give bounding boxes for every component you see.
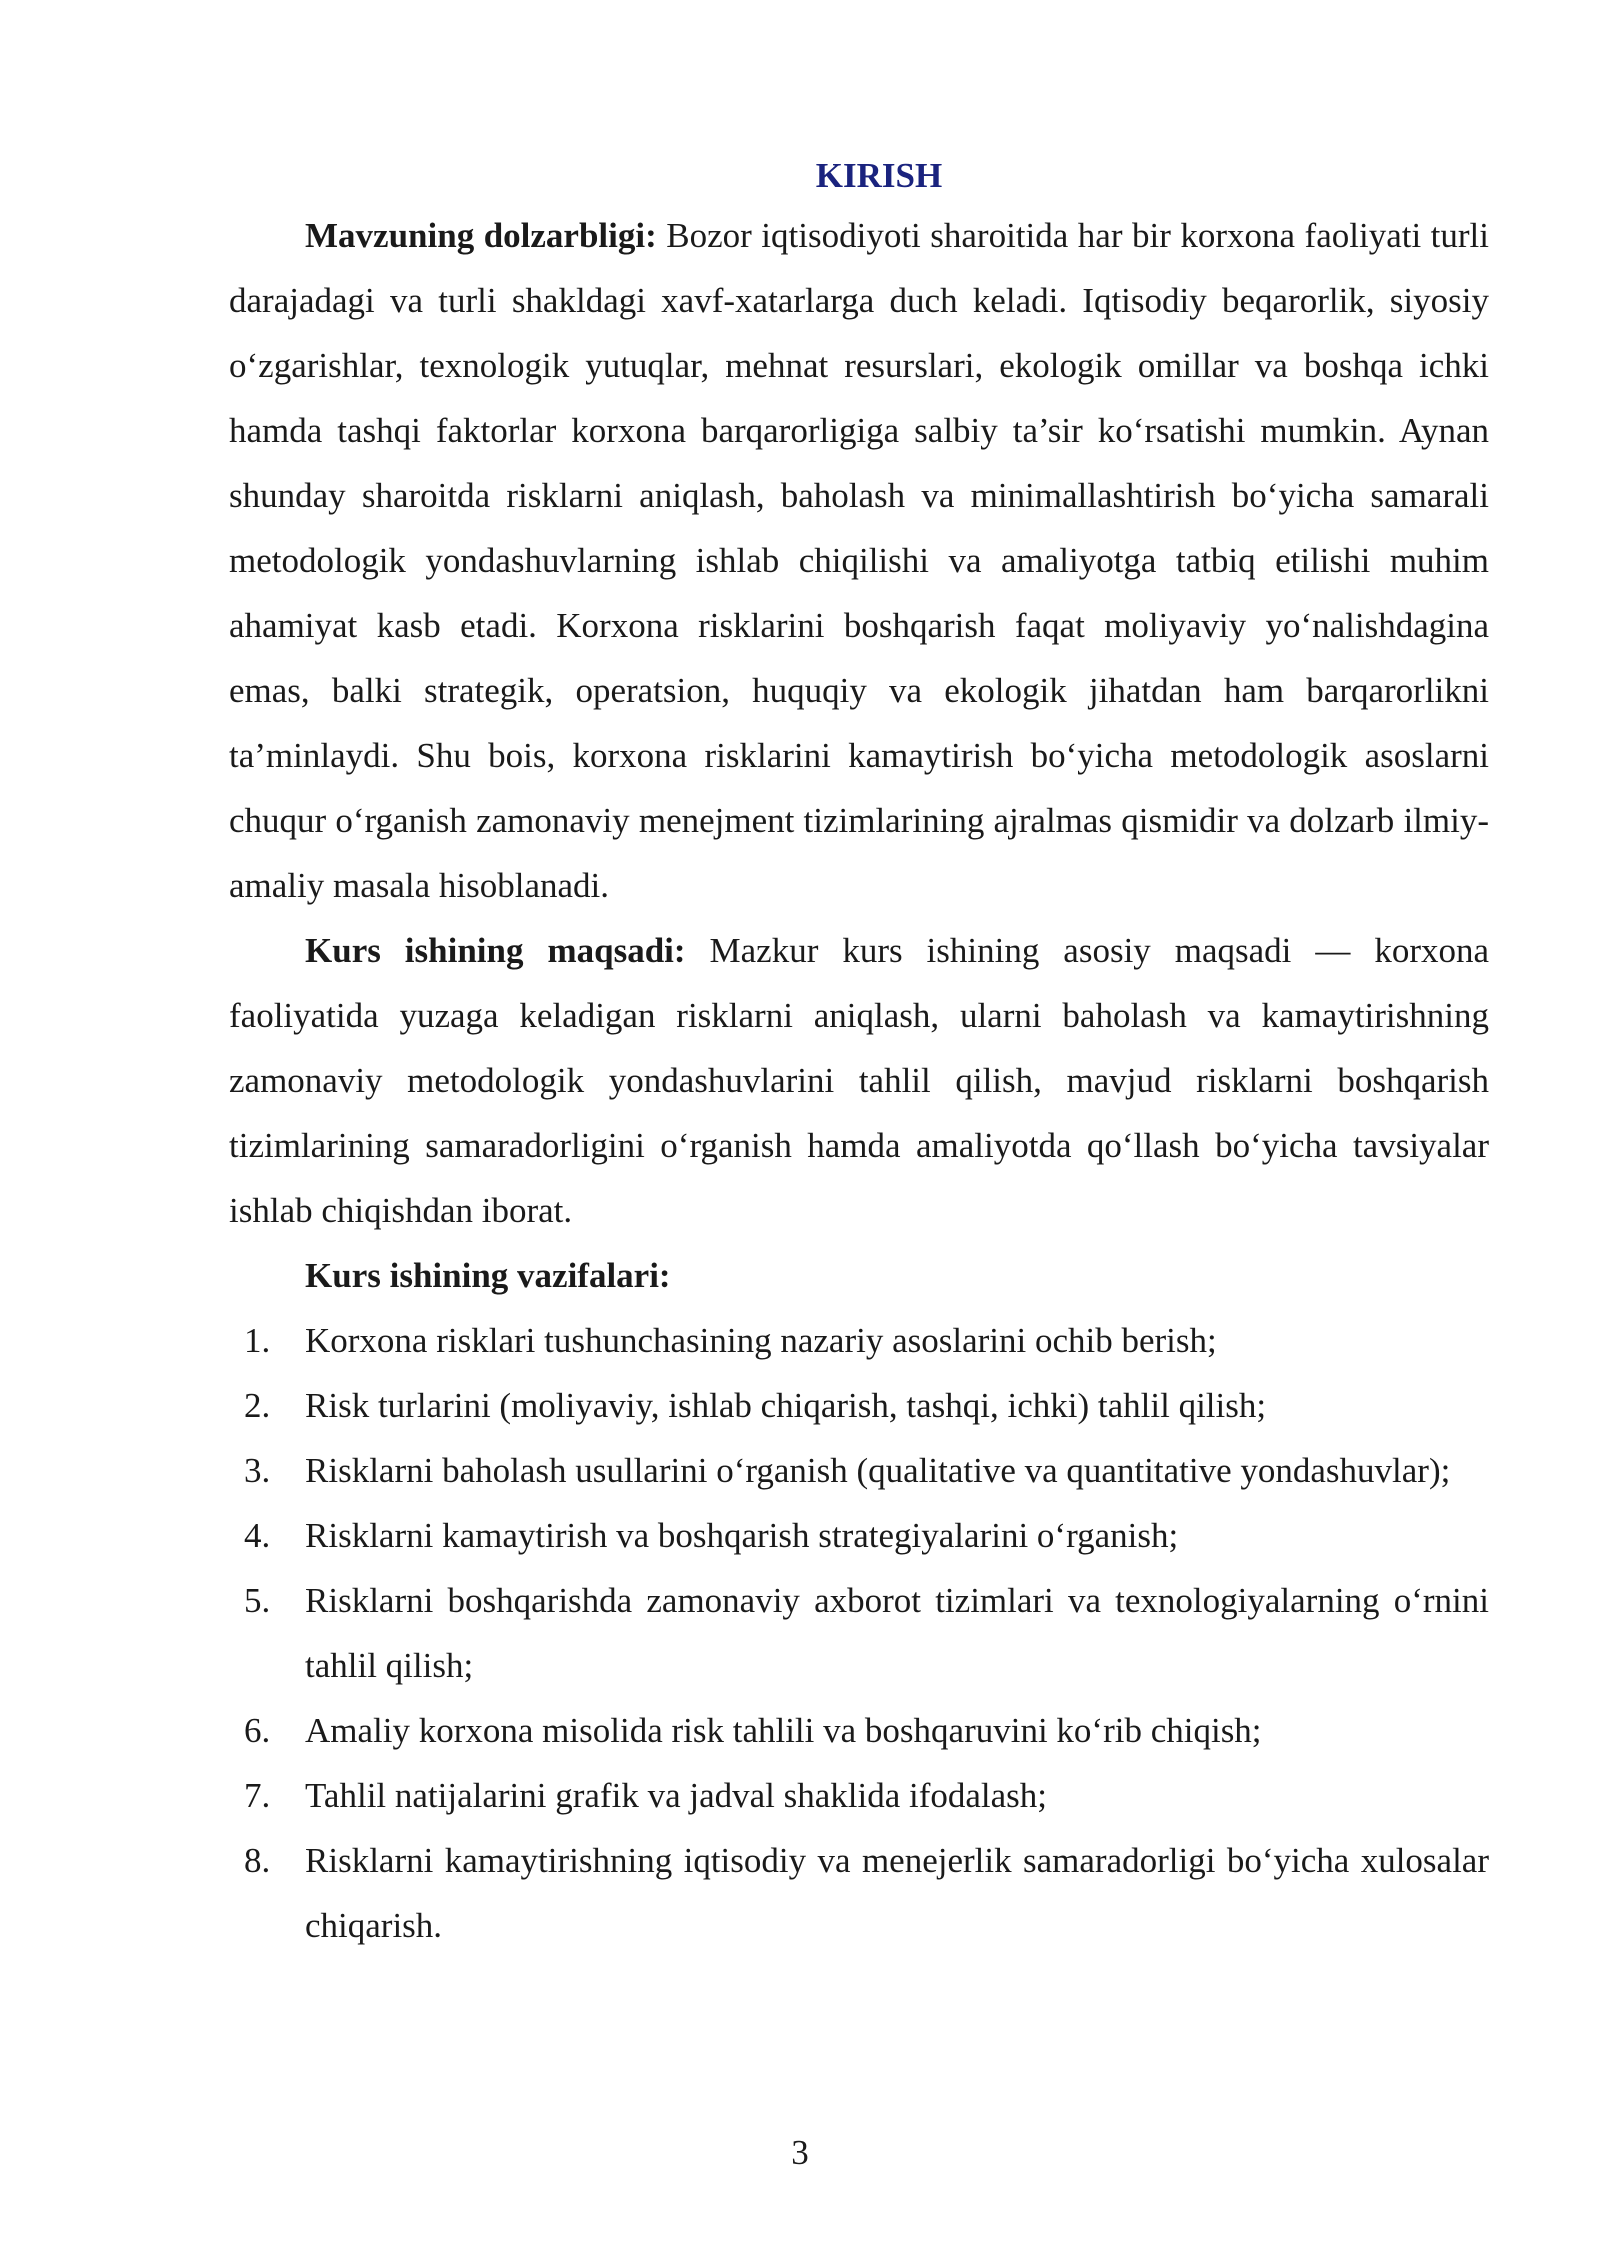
list-item	[229, 1438, 1489, 1503]
list-item-number: 3.	[244, 1451, 271, 1490]
relevance-paragraph	[229, 203, 1489, 918]
list-item-text: Tahlil natijalarini grafik va jadval shaklida ifodalash;	[305, 1776, 1048, 1815]
list-item-number: 5.	[244, 1581, 271, 1620]
list-item	[229, 1763, 1489, 1828]
list-item-text: Risklarni baholash usullarini o‘rganish (qualitative va quantitative yondashuvlar);	[305, 1451, 1451, 1490]
page-content	[229, 148, 1489, 1958]
list-item-number: 4.	[244, 1516, 271, 1555]
list-item-number: 6.	[244, 1711, 271, 1750]
list-item	[229, 1373, 1489, 1438]
list-item-number: 1.	[244, 1321, 271, 1360]
goal-label: Kurs ishining maqsadi:	[305, 931, 686, 970]
list-item-number: 7.	[244, 1776, 271, 1815]
list-item-text: Korxona risklari tushunchasining nazariy asoslarini ochib berish;	[305, 1321, 1217, 1360]
relevance-label: Mavzuning dolzarbligi:	[305, 216, 657, 255]
list-item-text: Amaliy korxona misolida risk tahlili va boshqaruvini ko‘rib chiqish;	[305, 1711, 1262, 1750]
list-item	[229, 1308, 1489, 1373]
list-item	[229, 1503, 1489, 1568]
list-item	[229, 1568, 1489, 1698]
goal-text: Mazkur kurs ishining asosiy maqsadi — korxona faoliyatida yuzaga keladigan risklarni aniqlash, ularni baholash va kamaytirishning zamonaviy metodologik yondashuvlarini tahlil qilish, mavjud risklarni boshqarish tizimlarining samaradorligini o‘rganish hamda amaliyotda qo‘llash bo‘yicha tavsiyalar ishlab chiqishdan iborat.	[229, 931, 1490, 1230]
list-item-text: Risklarni kamaytirish va boshqarish strategiyalarini o‘rganish;	[305, 1516, 1179, 1555]
relevance-text: Bozor iqtisodiyoti sharoitida har bir korxona faoliyati turli darajadagi va turli shakldagi xavf-xatarlarga duch keladi. Iqtisodiy beqarorlik, siyosiy o‘zgarishlar, texnologik yutuqlar, mehnat resurslari, ekologik omillar va boshqa ichki hamda tashqi faktorlar korxona barqarorligiga salbiy ta’sir ko‘rsatishi mumkin. Aynan shunday sharoitda risklarni aniqlash, baholash va minimallashtirish bo‘yicha samarali metodologik yondashuvlarning ishlab chiqilishi va amaliyotga tatbiq etilishi muhim ahamiyat kasb etadi. Korxona risklarini boshqarish faqat moliyaviy yo‘nalishdagina emas, balki strategik, operatsion, huquqiy va ekologik jihatdan ham barqarorlikni ta’minlaydi. Shu bois, korxona risklarini kamaytirish bo‘yicha metodologik asoslarni chuqur o‘rganish zamonaviy menejment tizimlarining ajralmas qismidir va dolzarb ilmiy-amaliy masala hisoblanadi.	[229, 216, 1490, 905]
list-item-text: Risklarni kamaytirishning iqtisodiy va menejerlik samaradorligi bo‘yicha xulosalar chiqarish.	[305, 1841, 1489, 1945]
list-item-number: 8.	[244, 1841, 271, 1880]
page-title: KIRISH	[815, 156, 943, 195]
tasks-list	[229, 1308, 1489, 1958]
tasks-heading: Kurs ishining vazifalari:	[305, 1256, 671, 1295]
list-item	[229, 1698, 1489, 1763]
list-item-number: 2.	[244, 1386, 271, 1425]
list-item-text: Risk turlarini (moliyaviy, ishlab chiqarish, tashqi, ichki) tahlil qilish;	[305, 1386, 1267, 1425]
list-item-text: Risklarni boshqarishda zamonaviy axborot tizimlari va texnologiyalarning o‘rnini tahlil qilish;	[305, 1581, 1489, 1685]
list-item	[229, 1828, 1489, 1958]
page-number: 3	[791, 2133, 809, 2172]
goal-paragraph	[229, 918, 1489, 1243]
